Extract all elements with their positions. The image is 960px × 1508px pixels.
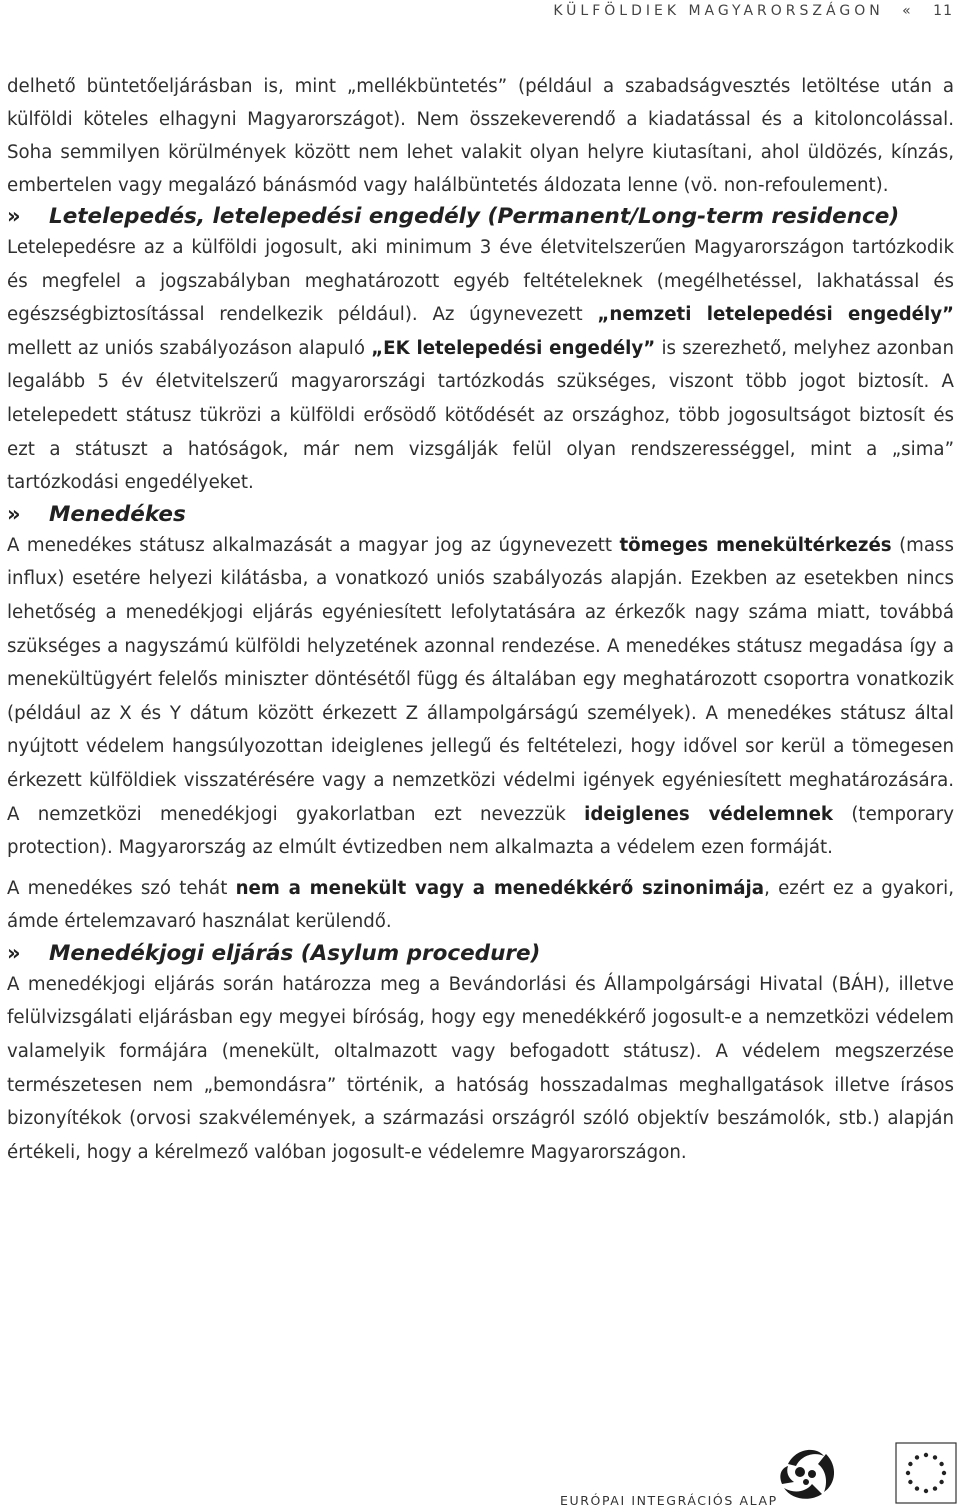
section-paragraph xyxy=(7,231,954,500)
text-run: A menedékes státusz alkalmazását a magyar jog az úgynevezett xyxy=(7,534,620,556)
section-paragraph xyxy=(7,529,954,865)
text-run: Letelepedésre az a külföldi jogosult, aki minimum 3 éve életvitelszerűen Magyarországon tartózkodik és megfelel a jogszabályban meghatározott egyéb feltételeknek (megélhetéssel, lakhatással és egészségbiztosítással rendelkezik például). Az úgynevezett xyxy=(7,237,954,326)
running-head xyxy=(553,3,953,19)
bold-term: „nemzeti letelepedési engedély” xyxy=(597,304,955,326)
section-paragraph xyxy=(7,872,954,939)
intro-paragraph: delhető büntetőeljárásban is, mint „mellékbüntetés” (például a szabadságvesztés letöltése után a külföldi köteles elhagyni Magyarországot). Nem összekeverendő a kiadatással és a kitoloncolással. Soha semmilyen körülmények között nem lehet valakit olyan helyre kiutasítani, ahol üldözés, kínzás, embertelen vagy megalázó bánásmód vagy halálbüntetés áldozata lenne (vö. non-refoulement). xyxy=(7,76,954,196)
section-marker: » xyxy=(7,204,21,228)
eia-logo-icon xyxy=(778,1442,840,1502)
section-marker: » xyxy=(7,501,21,526)
footer xyxy=(560,1438,960,1508)
text-run: , ezért ez a gyakori, ámde értelemzavaró használat kerülendő. xyxy=(7,877,954,933)
text-run: (mass influx) esetére helyezi kilátásba, a vonatkozó uniós szabályozás alapján. Ezekben az esetekben nincs lehetőség a menedékjogi eljárás egyéniesített lefolytatására az érkezők nagy száma miatt, továbbá szükséges a nagyszámú külföldi helyzetének azonnal rendezése. A menedékes státusz megadása így a menekültügyért felelős miniszter döntésétől függ és általában egy meghatározott csoportra vonatkozik (például az X és Y dátum között érkezett Z állampolgárságú személyek). A menedékes státusz által nyújtott védelem hangsúlyozottan ideiglenes jellegű és feltételezi, hogy idővel sor kerül a tömegesen érkezett külföldiek visszatérésére vagy a nemzetközi védelmi igények egyéniesített meghatározására. A nemzetközi menedékjogi gyakorlatban ezt nevezzük xyxy=(7,534,954,825)
page-content xyxy=(7,70,954,1169)
running-title: KÜLFÖLDIEK MAGYARORSZÁGON xyxy=(553,3,884,19)
text-run: A menedékes szó tehát xyxy=(7,877,236,899)
separator: « xyxy=(902,3,911,19)
section-heading-menedekjogi-eljaras xyxy=(7,939,954,968)
section-title: Menedékes xyxy=(49,501,186,527)
footer-fund-name: EURÓPAI INTEGRÁCIÓS ALAP xyxy=(560,1493,778,1508)
bold-term: nem a menekült vagy a menedékkérő szinonimája xyxy=(235,877,765,899)
text-run: (temporary protection). Magyarország az elmúlt évtizedben nem alkalmazta a védelem ezen formáját. xyxy=(7,803,955,859)
bold-term: ideiglenes védelemnek xyxy=(584,803,834,825)
section-heading-menedekes xyxy=(7,500,954,529)
page-number: 11 xyxy=(933,3,953,19)
section-paragraph: A menedékjogi eljárás során határozza meg a Bevándorlási és Állampolgársági Hivatal (BÁH), illetve felülvizsgálati eljárásban egy megyei bíróság, hogy egy menedékkérő jogosult-e a nemzetközi védelem valamelyik formájára (menekült, oltalmazott vagy befogadott státusz). A védelem megszerzése természetesen nem „bemondásra” történik, a hatóság hosszadalmas meghallgatások illetve írásos bizonyítékok (orvosi szakvélemények, a származási országról szóló objektív beszámolók, stb.) alapján értékeli, hogy a kérelmező valóban jogosult-e védelemre Magyarországon. xyxy=(7,973,954,1163)
bold-term: tömeges menekültérkezés xyxy=(619,534,892,556)
text-run: mellett az uniós szabályozáson alapuló xyxy=(7,337,372,359)
eu-flag-icon xyxy=(895,1442,957,1504)
section-marker: » xyxy=(7,940,21,965)
text-run: is szerezhető, melyhez azonban legalább 5 év életvitelszerű magyarországi tartózkodás szükséges, viszont több jogot biztosít. A letelepedett státusz tükrözi a külföldi erősödő kötődését az országhoz, több jogosultságot biztosít és ezt a státuszt a hatóságok, már nem vizsgálják felül olyan rendszerességgel, mint a „sima” tartózkodási engedélyeket. xyxy=(7,337,954,494)
section-title: Letelepedés, letelepedési engedély (Permanent/Long-term residence) xyxy=(49,204,900,229)
bold-term: „EK letelepedési engedély” xyxy=(371,337,656,359)
section-heading-letelepedes xyxy=(7,202,954,231)
section-title: Menedékjogi eljárás (Asylum procedure) xyxy=(49,940,541,966)
